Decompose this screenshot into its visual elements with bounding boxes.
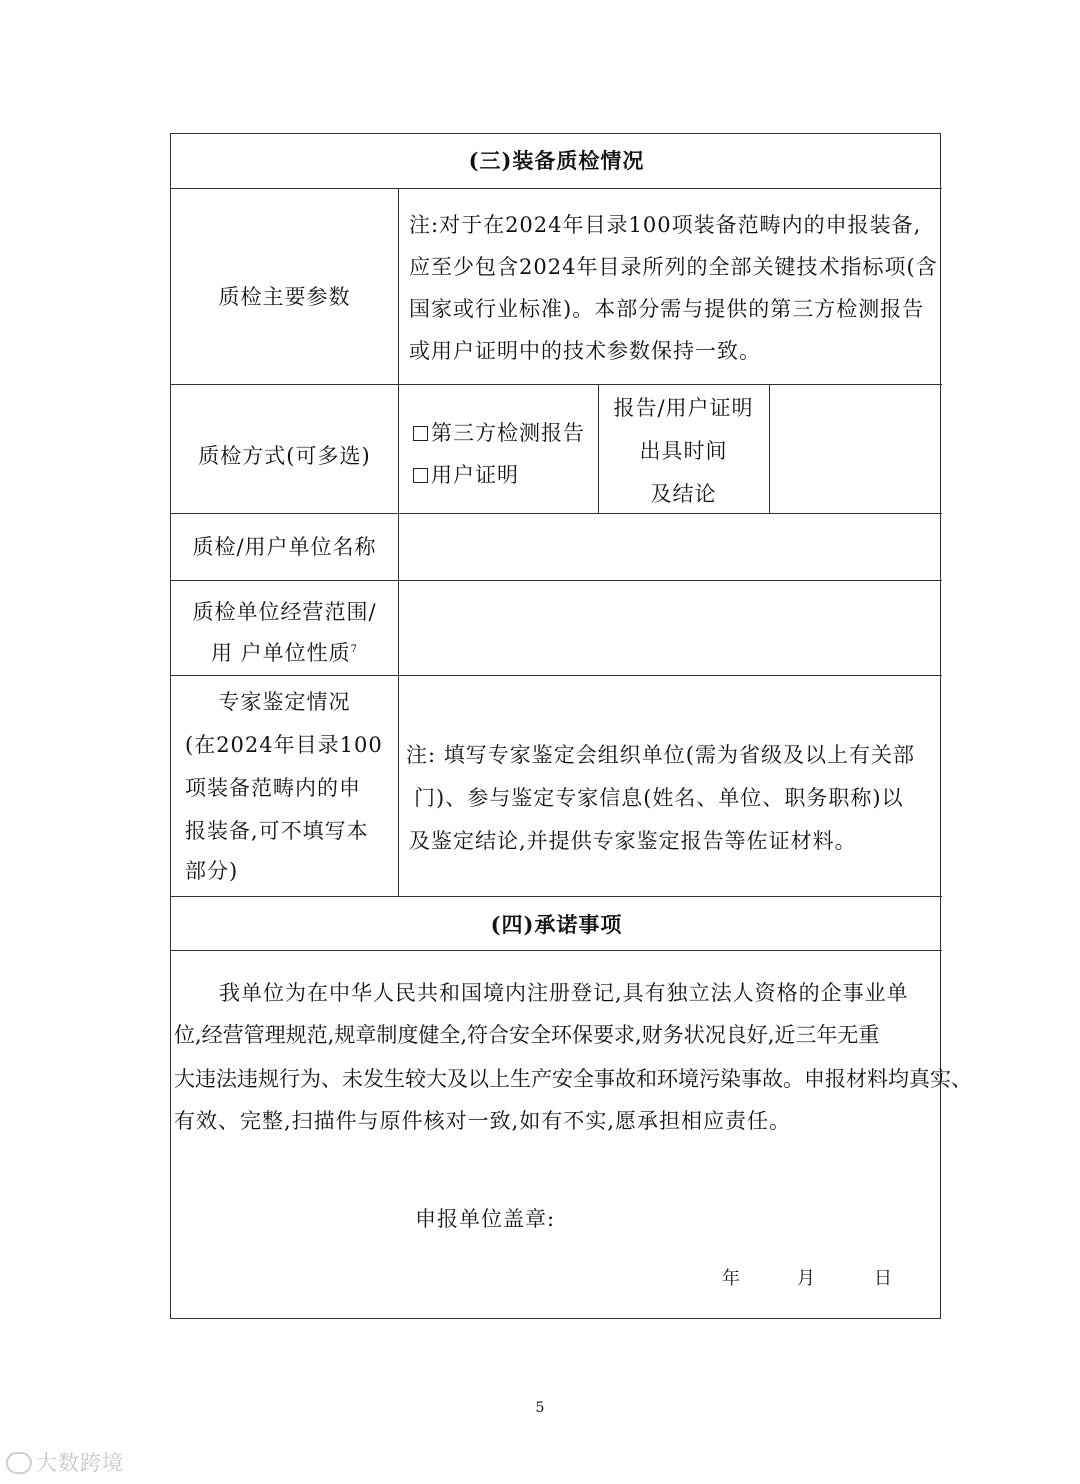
date-year: 年 [722, 1268, 741, 1289]
expert-note-line: 门)、参与鉴定专家信息(姓名、单位、职务职称)以 [414, 786, 904, 810]
option-third-party-report[interactable] [413, 412, 585, 454]
expert-label-line: 部分) [185, 859, 239, 883]
report-date-label-line: 及结论 [650, 482, 717, 506]
watermark-text: 大数跨境 [36, 1451, 124, 1475]
footnote-marker: 7 [350, 644, 359, 655]
commitment-line: 我单位为在中华人民共和国境内注册登记,具有独立法人资格的企事业单 [219, 981, 909, 1005]
unit-scope-label-line: 用 户单位性质$^7$ [210, 641, 359, 665]
expert-label-line: (在2024年目录100 [185, 733, 383, 757]
seal-label: 申报单位盖章: [415, 1207, 556, 1231]
main-params-note-line: 注:对于在2024年目录100项装备范畴内的申报装备, [409, 213, 922, 237]
option-label: 用户证明 [431, 463, 519, 487]
row-divider [171, 384, 942, 385]
expert-note-line: 及鉴定结论,并提供专家鉴定报告等佐证材料。 [409, 829, 857, 853]
method-label: 质检方式(可多选) [198, 444, 371, 468]
main-params-note-line: 或用户证明中的技术参数保持一致。 [409, 339, 761, 363]
expert-label-line: 项装备范畴内的申 [185, 776, 361, 800]
row-divider [171, 513, 942, 514]
row-divider [171, 188, 942, 189]
commitment-line: 有效、完整,扫描件与原件核对一致,如有不实,愿承担相应责任。 [174, 1109, 792, 1133]
option-label: 第三方检测报告 [431, 421, 585, 445]
expert-label-line: 专家鉴定情况 [218, 690, 351, 714]
unit-scope-label-line: 质检单位经营范围/ [192, 600, 377, 624]
section4-title: (四)承诺事项 [490, 912, 623, 937]
row-divider [171, 580, 942, 581]
report-date-label-line: 报告/用户证明 [613, 396, 754, 420]
report-date-input[interactable] [771, 386, 941, 512]
application-form-table [170, 133, 972, 1319]
main-params-label: 质检主要参数 [218, 285, 351, 309]
watermark [6, 1447, 124, 1477]
main-params-note-line: 国家或行业标准)。本部分需与提供的第三方检测报告 [409, 297, 925, 321]
option-user-certificate[interactable] [413, 454, 519, 496]
commitment-line: 大违法违规行为、未发生较大及以上生产安全事故和环境污染事故。申报材料均真实、 [174, 1067, 972, 1091]
unit-name-label: 质检/用户单位名称 [192, 535, 377, 559]
unit-scope-input[interactable] [400, 582, 940, 674]
unit-name-input[interactable] [400, 515, 940, 579]
commitment-line: 位,经营管理规范,规章制度健全,符合安全环保要求,财务状况良好,近三年无重 [174, 1023, 880, 1047]
section3-title: (三)装备质检情况 [468, 148, 645, 173]
column-divider [769, 384, 770, 513]
page-number: 5 [535, 1400, 545, 1416]
expert-label-line: 报装备,可不填写本 [185, 819, 369, 843]
report-date-label-line: 出具时间 [639, 439, 728, 463]
main-params-note-line: 应至少包含2024年目录所列的全部关键技术指标项(含 [409, 255, 938, 279]
row-divider [171, 896, 942, 897]
date-day: 日 [874, 1268, 893, 1289]
watermark-logo-icon [6, 1452, 32, 1474]
expert-note-line: 注: 填写专家鉴定会组织单位(需为省级及以上有关部 [406, 743, 915, 767]
column-divider [398, 188, 399, 896]
row-divider [171, 675, 942, 676]
date-month: 月 [797, 1268, 816, 1289]
checkbox[interactable] [413, 468, 428, 483]
checkbox[interactable] [413, 426, 428, 441]
row-divider [171, 950, 942, 951]
